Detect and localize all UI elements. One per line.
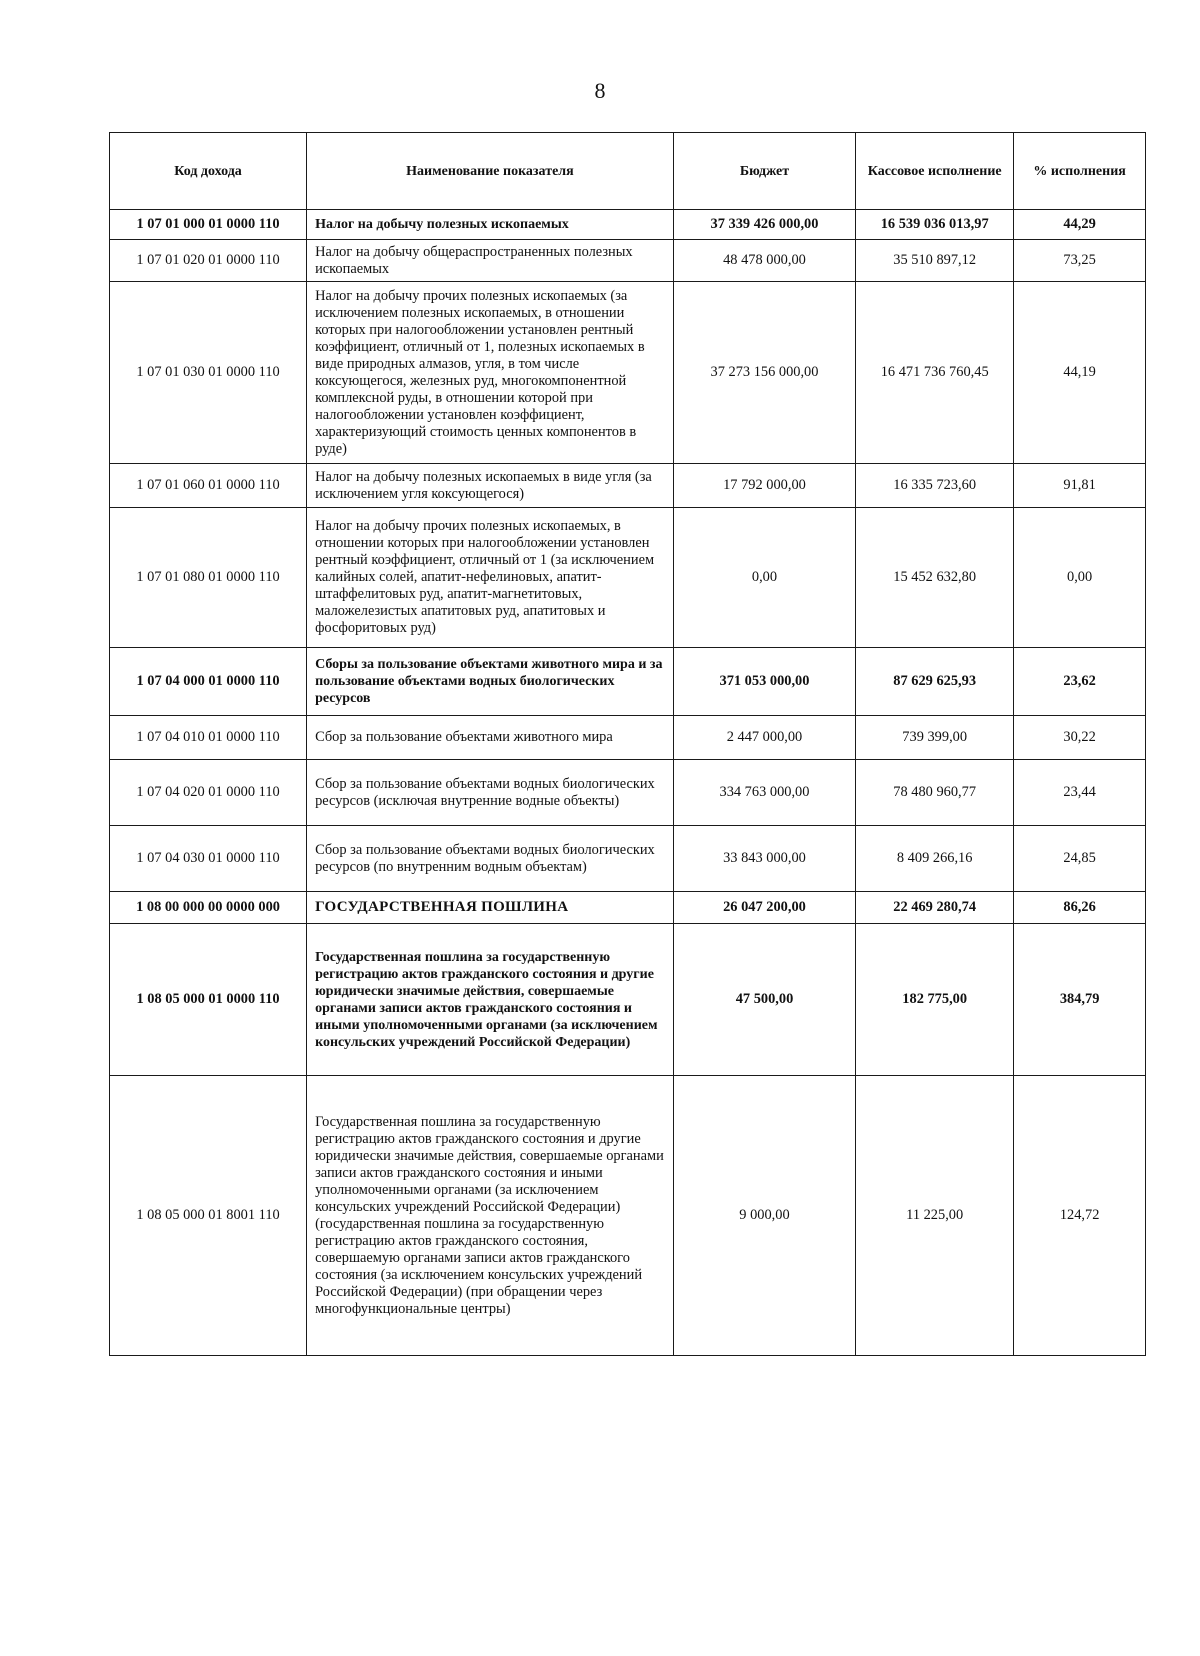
revenue-table <box>109 132 1146 1356</box>
page-number: 8 <box>594 78 606 103</box>
table-row <box>110 508 1146 648</box>
cell-budget: 48 478 000,00 <box>673 240 855 282</box>
table-row <box>110 826 1146 892</box>
cell-percent: 0,00 <box>1014 508 1146 648</box>
cell-percent: 124,72 <box>1014 1076 1146 1356</box>
cell-name: Сбор за пользование объектами водных биологических ресурсов (по внутренним водным объектам) <box>307 826 674 892</box>
header-row <box>110 133 1146 210</box>
cell-percent: 86,26 <box>1014 892 1146 924</box>
table-row <box>110 892 1146 924</box>
cell-budget: 9 000,00 <box>673 1076 855 1356</box>
cell-name: Сбор за пользование объектами животного мира <box>307 716 674 760</box>
cell-budget: 371 053 000,00 <box>673 648 855 716</box>
header-cash: Кассовое исполнение <box>856 133 1014 210</box>
cell-name: Налог на добычу полезных ископаемых в виде угля (за исключением угля коксующегося) <box>307 464 674 508</box>
cell-budget: 47 500,00 <box>673 924 855 1076</box>
cell-percent: 23,44 <box>1014 760 1146 826</box>
cell-budget: 37 273 156 000,00 <box>673 282 855 464</box>
table-row <box>110 1076 1146 1356</box>
cell-budget: 2 447 000,00 <box>673 716 855 760</box>
cell-name: Государственная пошлина за государственную регистрацию актов гражданского состояния и другие юридически значимые действия, совершаемые органами записи актов гражданского состояния и иными уполномоченными органами (за исключением консульских учреждений Российской Федерации) (государственная пошлина за государственную регистрацию актов гражданского состояния, совершаемую органами записи актов гражданского состояния (за исключением консульских учреждений Российской Федерации) (при обращении через многофункциональные центры) <box>307 1076 674 1356</box>
table-row <box>110 760 1146 826</box>
cell-percent: 73,25 <box>1014 240 1146 282</box>
cell-percent: 24,85 <box>1014 826 1146 892</box>
cell-cash: 16 539 036 013,97 <box>856 210 1014 240</box>
cell-code: 1 07 01 030 01 0000 110 <box>110 282 307 464</box>
header-name: Наименование показателя <box>307 133 674 210</box>
cell-cash: 182 775,00 <box>856 924 1014 1076</box>
cell-name: Налог на добычу прочих полезных ископаемых (за исключением полезных ископаемых, в отношении которых при налогообложении установлен рентный коэффициент, отличный от 1, полезных ископаемых в виде природных алмазов, угля, в том числе коксующегося, железных руд, многокомпонентной комплексной руды, в отношении которой при налогообложении установлен коэффициент, характеризующий стоимость ценных компонентов в руде) <box>307 282 674 464</box>
cell-code: 1 07 04 030 01 0000 110 <box>110 826 307 892</box>
cell-budget: 334 763 000,00 <box>673 760 855 826</box>
cell-code: 1 07 04 000 01 0000 110 <box>110 648 307 716</box>
cell-cash: 35 510 897,12 <box>856 240 1014 282</box>
cell-percent: 44,19 <box>1014 282 1146 464</box>
cell-name: Налог на добычу прочих полезных ископаемых, в отношении которых при налогообложении установлен рентный коэффициент, отличный от 1 (за исключением калийных солей, апатит-нефелиновых, апатит-штаффелитовых руд, апатит-магнетитовых, маложелезистых апатитовых руд, апатитовых и фосфоритовых руд) <box>307 508 674 648</box>
cell-cash: 739 399,00 <box>856 716 1014 760</box>
cell-code: 1 07 01 080 01 0000 110 <box>110 508 307 648</box>
cell-code: 1 08 05 000 01 8001 110 <box>110 1076 307 1356</box>
cell-code: 1 07 01 060 01 0000 110 <box>110 464 307 508</box>
table-row <box>110 240 1146 282</box>
cell-budget: 17 792 000,00 <box>673 464 855 508</box>
cell-code: 1 08 05 000 01 0000 110 <box>110 924 307 1076</box>
cell-budget: 37 339 426 000,00 <box>673 210 855 240</box>
cell-name: ГОСУДАРСТВЕННАЯ ПОШЛИНА <box>307 892 674 924</box>
cell-name: Налог на добычу полезных ископаемых <box>307 210 674 240</box>
cell-cash: 11 225,00 <box>856 1076 1014 1356</box>
cell-cash: 16 335 723,60 <box>856 464 1014 508</box>
cell-budget: 0,00 <box>673 508 855 648</box>
cell-percent: 44,29 <box>1014 210 1146 240</box>
cell-budget: 26 047 200,00 <box>673 892 855 924</box>
cell-budget: 33 843 000,00 <box>673 826 855 892</box>
cell-code: 1 07 01 020 01 0000 110 <box>110 240 307 282</box>
table-row <box>110 282 1146 464</box>
cell-cash: 87 629 625,93 <box>856 648 1014 716</box>
header-budget: Бюджет <box>673 133 855 210</box>
table-row <box>110 648 1146 716</box>
cell-cash: 15 452 632,80 <box>856 508 1014 648</box>
cell-code: 1 07 01 000 01 0000 110 <box>110 210 307 240</box>
cell-name: Сбор за пользование объектами водных биологических ресурсов (исключая внутренние водные объекты) <box>307 760 674 826</box>
cell-cash: 78 480 960,77 <box>856 760 1014 826</box>
cell-percent: 23,62 <box>1014 648 1146 716</box>
table-row <box>110 210 1146 240</box>
header-percent: % исполнения <box>1014 133 1146 210</box>
table-row <box>110 924 1146 1076</box>
cell-percent: 384,79 <box>1014 924 1146 1076</box>
cell-percent: 91,81 <box>1014 464 1146 508</box>
cell-code: 1 07 04 020 01 0000 110 <box>110 760 307 826</box>
table-row <box>110 464 1146 508</box>
table-body <box>110 210 1146 1356</box>
header-code: Код дохода <box>110 133 307 210</box>
cell-name: Государственная пошлина за государственную регистрацию актов гражданского состояния и другие юридически значимые действия, совершаемые органами записи актов гражданского состояния и иными уполномоченными органами (за исключением консульских учреждений Российской Федерации) <box>307 924 674 1076</box>
table-row <box>110 716 1146 760</box>
cell-cash: 16 471 736 760,45 <box>856 282 1014 464</box>
cell-cash: 8 409 266,16 <box>856 826 1014 892</box>
cell-code: 1 07 04 010 01 0000 110 <box>110 716 307 760</box>
cell-percent: 30,22 <box>1014 716 1146 760</box>
cell-name: Сборы за пользование объектами животного мира и за пользование объектами водных биологических ресурсов <box>307 648 674 716</box>
cell-cash: 22 469 280,74 <box>856 892 1014 924</box>
cell-code: 1 08 00 000 00 0000 000 <box>110 892 307 924</box>
cell-name: Налог на добычу общераспространенных полезных ископаемых <box>307 240 674 282</box>
